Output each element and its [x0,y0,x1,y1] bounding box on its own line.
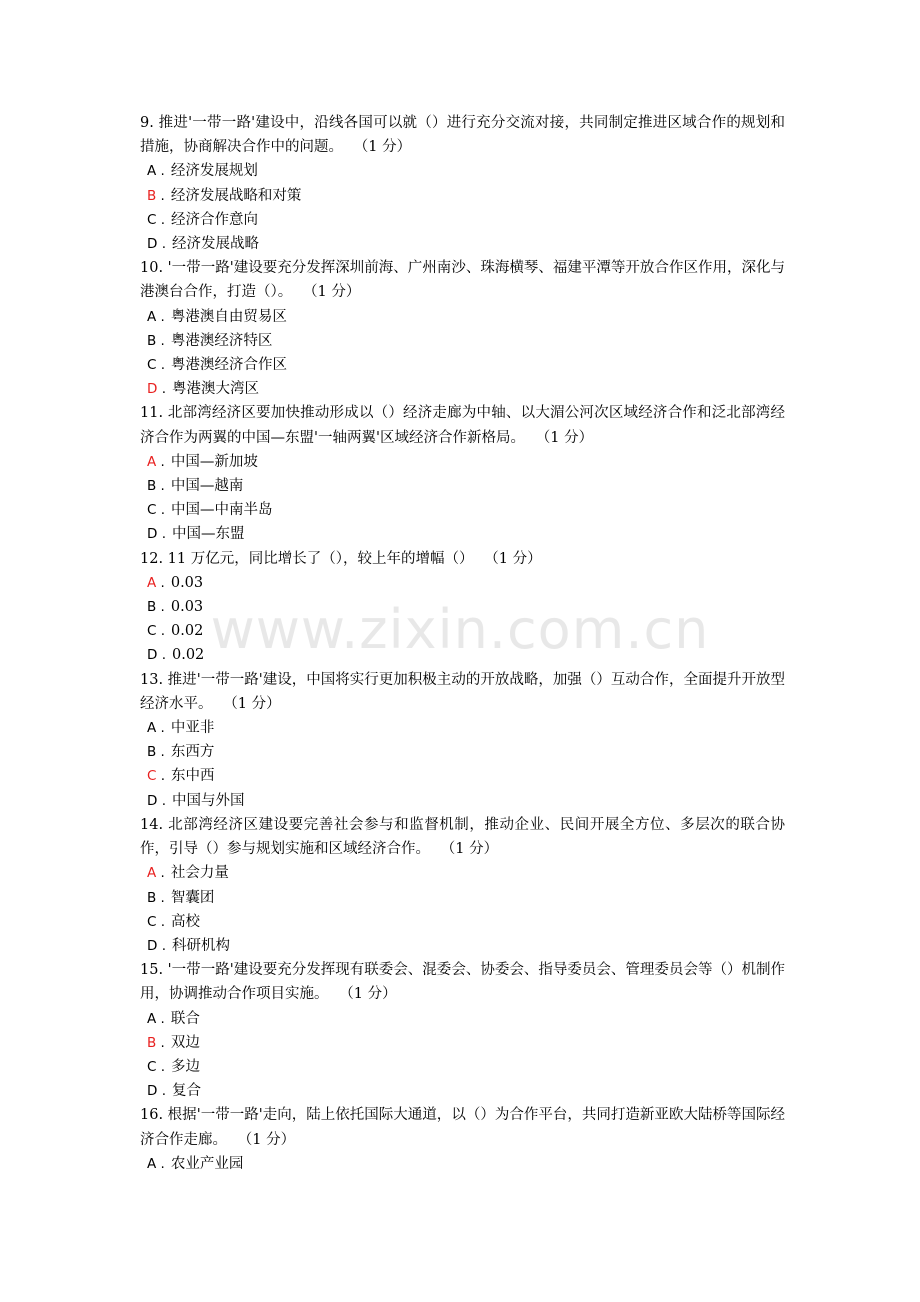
option-letter: A [147,163,157,180]
answer-option [140,474,785,498]
option-text: 0.03 [170,599,204,616]
answer-option [140,595,785,619]
question-item [140,958,785,1103]
answer-option [140,764,785,788]
option-separator: . [156,1034,165,1051]
option-letter: C [147,1058,157,1075]
answer-option [140,789,785,813]
option-text: 高校 [171,913,201,930]
option-text: 农业产业园 [170,1155,244,1172]
option-letter-correct: C [147,768,157,785]
question-score: （1 分） [542,429,594,446]
option-letter: A [147,1155,157,1172]
option-separator: . [156,1010,165,1027]
option-letter: D [147,526,158,543]
option-separator: . [157,792,166,809]
answer-option [140,377,785,401]
option-separator: . [156,574,165,591]
question-item [140,813,785,958]
option-letter: D [147,647,158,664]
answer-option [140,353,785,377]
option-letter: C [147,357,157,374]
option-text: 0.02 [172,647,205,664]
question-stem [140,668,785,716]
option-text: 中国—新加坡 [170,453,258,470]
answer-option [140,1031,785,1055]
answer-option [140,861,785,885]
answer-option [140,716,785,740]
option-text: 中国与外国 [172,792,245,809]
option-separator: . [157,526,166,543]
option-letter: C [147,502,157,519]
option-letter-correct: B [147,187,157,204]
answer-option [140,450,785,474]
question-stem [140,958,785,1006]
answer-option [140,208,785,232]
option-letter: C [147,913,157,930]
option-letter: B [147,478,157,495]
option-separator: . [156,599,165,616]
option-text: 科研机构 [172,937,230,954]
answer-option [140,910,785,934]
option-letter: A [147,1010,157,1027]
option-separator: . [156,889,165,906]
question-text: 14. 北部湾经济区建设要完善社会参与和监督机制，推动企业、民间开展全方位、多层次的联合协作，引导（）参与规划实施和区域经济合作。 [140,816,785,858]
option-separator: . [156,502,166,519]
option-letter: D [147,1083,158,1100]
answer-option [140,619,785,643]
option-separator: . [156,720,165,737]
option-letter-correct: B [147,1034,157,1051]
option-text: 经济发展规划 [170,163,258,180]
option-text: 中国—越南 [170,478,244,495]
option-separator: . [156,308,165,325]
question-text: 11. 北部湾经济区要加快推动形成以（）经济走廊为中轴、以大湄公河次区域经济合作和泛北部湾经济合作为两翼的中国—东盟'一轴两翼'区域经济合作新格局。 [140,405,785,446]
question-item [140,547,785,668]
option-separator: . [156,163,165,180]
question-text: 13. 推进'一带一路'建设，中国将实行更加积极主动的开放战略，加强（）互动合作，全面提升开放型经济水平。 [140,671,785,712]
answer-option [140,1079,785,1103]
answer-option [140,571,785,595]
option-text: 东中西 [171,768,215,785]
answer-option [140,934,785,958]
question-item [140,111,785,256]
question-score: （1 分） [245,1131,296,1148]
option-letter-correct: A [147,574,157,591]
option-text: 中国—中南半岛 [171,502,273,519]
question-text: 10. '一带一路'建设要充分发挥深圳前海、广州南沙、珠海横琴、福建平潭等开放合作区作用，深化与港澳台合作，打造（）。 [140,260,785,301]
option-text: 经济发展战略 [172,236,259,253]
watermark: www.zixin.com.cn [210,598,710,661]
option-letter: A [147,308,157,325]
question-score: （1 分） [346,986,397,1003]
option-letter: D [147,937,158,954]
question-score: （1 分） [448,841,499,858]
option-separator: . [156,865,165,882]
question-text: 15. '一带一路'建设要充分发挥现有联委会、混委会、协委会、指导委员会、管理委员会等（）机制作用，协调推动合作项目实施。 [140,962,785,1003]
option-separator: . [156,478,165,495]
answer-option [140,498,785,522]
option-text: 联合 [170,1010,200,1027]
option-separator: . [157,236,166,253]
option-letter-correct: A [147,865,157,882]
option-separator: . [156,768,166,785]
answer-option [140,740,785,764]
option-text: 多边 [171,1058,201,1075]
answer-option [140,329,785,353]
option-text: 社会力量 [170,865,229,882]
question-item [140,1103,785,1176]
question-list [140,111,785,1176]
option-separator: . [156,357,166,374]
option-letter: B [147,599,157,616]
option-separator: . [156,744,165,761]
question-text: 16. 根据'一带一路'走向，陆上依托国际大通道，以（）为合作平台，共同打造新亚欧大陆桥等国际经济合作走廊。 [140,1107,785,1148]
question-stem [140,111,785,159]
option-text: 双边 [170,1034,200,1051]
answer-option [140,1055,785,1079]
question-score: （1 分） [230,695,281,712]
option-separator: . [156,453,165,470]
answer-option [140,159,785,183]
option-letter: B [147,332,157,349]
question-stem [140,1103,785,1151]
question-score: （1 分） [361,139,412,156]
answer-option [140,1007,785,1031]
option-separator: . [156,187,165,204]
option-separator: . [156,1058,166,1075]
option-text: 粤港澳经济特区 [170,332,273,349]
option-letter: D [147,792,158,809]
answer-option [140,886,785,910]
option-text: 粤港澳大湾区 [172,381,259,398]
option-separator: . [157,1083,166,1100]
question-item [140,256,785,401]
question-stem [140,813,785,861]
option-text: 东西方 [170,744,215,761]
option-text: 复合 [172,1083,201,1100]
option-text: 0.03 [170,574,204,591]
answer-option [140,305,785,329]
answer-option [140,643,785,667]
question-text: 9. 推进'一带一路'建设中，沿线各国可以就（）进行充分交流对接，共同制定推进区域合作的规划和措施，协商解决合作中的问题。 [140,115,785,156]
answer-option [140,232,785,256]
option-letter: C [147,211,157,228]
answer-option [140,184,785,208]
option-separator: . [156,1155,165,1172]
question-score: （1 分） [310,284,361,301]
answer-option [140,522,785,546]
option-letter: C [147,623,157,640]
question-item [140,668,785,813]
option-letter: D [147,236,158,253]
option-separator: . [156,913,166,930]
option-separator: . [156,332,165,349]
option-text: 中亚非 [170,720,215,737]
option-separator: . [156,623,166,640]
option-text: 0.02 [171,623,204,640]
question-stem [140,256,785,304]
question-score: （1 分） [491,550,542,567]
option-separator: . [156,211,166,228]
option-text: 经济合作意向 [171,211,259,228]
question-stem [140,547,785,571]
answer-option [140,1152,785,1176]
question-item [140,401,785,546]
question-stem [140,401,785,449]
option-text: 经济发展战略和对策 [170,187,302,204]
option-separator: . [157,381,166,398]
option-letter-correct: A [147,453,157,470]
option-separator: . [157,937,166,954]
option-text: 粤港澳经济合作区 [171,357,288,374]
option-text: 智囊团 [170,889,215,906]
option-letter: B [147,889,157,906]
option-letter: B [147,744,157,761]
option-letter-correct: D [147,381,158,398]
option-separator: . [157,647,166,664]
option-text: 粤港澳自由贸易区 [170,308,287,325]
option-letter: A [147,720,157,737]
option-text: 中国—东盟 [172,526,245,543]
question-text: 12. 11 万亿元，同比增长了（），较上年的增幅（） [140,550,474,567]
